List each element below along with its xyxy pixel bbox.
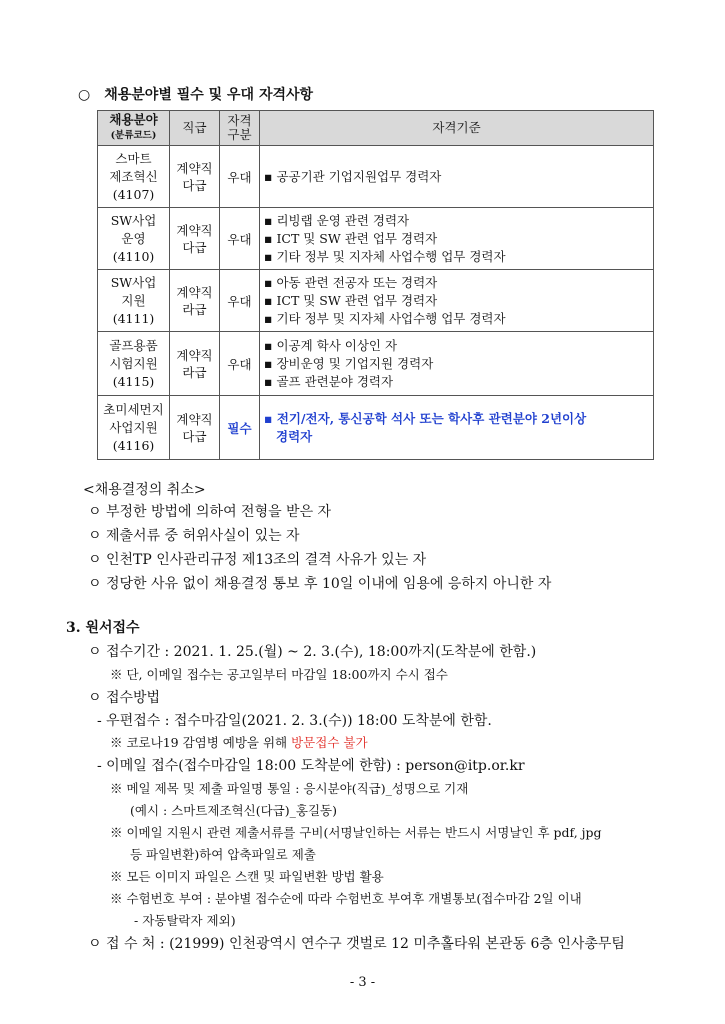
email-note-2: ※ 이메일 지원시 관련 제출서류를 구비(서명날인하는 서류는 반드시 서명날인 후 pdf, jpg [110,825,602,840]
row-grade: 계약직 다급 [170,396,220,460]
table-row [98,208,654,270]
email-note-1b: (예시 : 스마트제조혁신(다급)_홍길동) [130,803,337,818]
table-header-row [98,111,654,146]
apply-method: ㅇ 접수방법 [88,690,161,706]
row-grade: 계약직 라급 [170,332,220,396]
row-class: 우대 [220,270,260,332]
apply-place: ㅇ 접 수 처 : (21999) 인천광역시 연수구 갯벌로 12 미추홀타워 본관동 6층 인사총무팀 [88,936,625,952]
header-field: 채용분야 (분류코드) [98,111,170,146]
row-grade: 계약직 다급 [170,146,220,208]
header-criteria: 자격기준 [260,111,654,146]
row-field: 스마트 제조혁신 (4107) [98,146,170,208]
page-number: - 3 - [349,975,376,990]
row-grade: 계약직 다급 [170,208,220,270]
table-row [98,396,654,460]
section-bullet: ○ [78,87,91,103]
email-note-2b: 등 파일변환)하여 압축파일로 제출 [130,847,316,862]
section-title [78,84,313,104]
row-criteria: ▪ 리빙랩 운영 관련 경력자 ▪ ICT 및 SW 관련 업무 경력자 ▪ 기타 정부 및 지자체 사업수행 업무 경력자 [260,208,654,270]
table-row [98,270,654,332]
row-criteria: ▪ 이공계 학사 이상인 자 ▪ 장비운영 및 기업지원 경력자 ▪ 골프 관련분야 경력자 [260,332,654,396]
cancel-item: ㅇ 정당한 사유 없이 채용결정 통보 후 10일 이내에 임용에 응하지 아니한 자 [88,576,552,592]
row-criteria: ▪ 아동 관련 전공자 또는 경력자 ▪ ICT 및 SW 관련 업무 경력자 ▪ 기타 정부 및 지자체 사업수행 업무 경력자 [260,270,654,332]
table-row [98,332,654,396]
row-grade: 계약직 라급 [170,270,220,332]
row-class: 우대 [220,146,260,208]
row-class: 필수 [220,396,260,460]
row-field: 초미세먼지 사업지원 (4116) [98,396,170,460]
row-field: SW사업 운영 (4110) [98,208,170,270]
apply-mail-note: ※ 코로나19 감염병 예방을 위해 방문접수 불가 [110,735,368,750]
cancel-item: ㅇ 부정한 방법에 의하여 전형을 받은 자 [88,504,332,520]
apply-period-note: ※ 단, 이메일 접수는 공고일부터 마감일 18:00까지 수시 접수 [110,667,448,682]
header-grade: 직급 [170,111,220,146]
row-field: SW사업 지원 (4111) [98,270,170,332]
qualification-table [97,110,654,460]
header-class: 자격 구분 [220,111,260,146]
table-row [98,146,654,208]
apply-section-title: 3. 원서접수 [66,620,140,636]
email-note-1: ※ 메일 제목 및 제출 파일명 통일 : 응시분야(직급)_성명으로 기재 [110,781,469,796]
row-criteria: ▪ 공공기관 기업지원업무 경력자 [260,146,654,208]
apply-email: - 이메일 접수(접수마감일 18:00 도착분에 한함) : person@itp.or.kr [97,758,525,774]
apply-mail: - 우편접수 : 접수마감일(2021. 2. 3.(수)) 18:00 도착분에 한함. [97,713,492,729]
cancel-item: ㅇ 인천TP 인사관리규정 제13조의 결격 사유가 있는 자 [88,552,427,568]
cancel-item: ㅇ 제출서류 중 허위사실이 있는 자 [88,528,300,544]
email-note-4: ※ 수험번호 부여 : 분야별 접수순에 따라 수험번호 부여후 개별통보(접수마감 2일 이내 [110,891,582,906]
email-note-3: ※ 모든 이미지 파일은 스캔 및 파일변환 방법 활용 [110,869,384,884]
row-field: 골프용품 시험지원 (4115) [98,332,170,396]
row-criteria: ▪ 전기/전자, 통신공학 석사 또는 학사후 관련분야 2년이상 경력자 [260,396,654,460]
section-title-text: 채용분야별 필수 및 우대 자격사항 [104,87,314,103]
apply-period: ㅇ 접수기간 : 2021. 1. 25.(월) ~ 2. 3.(수), 18:00까지(도착분에 한함.) [88,644,537,660]
row-class: 우대 [220,332,260,396]
email-note-4b: - 자동탈락자 제외) [134,913,236,928]
visit-not-allowed: 방문접수 불가 [291,735,368,750]
cancel-title: <채용결정의 취소> [83,482,206,498]
row-class: 우대 [220,208,260,270]
